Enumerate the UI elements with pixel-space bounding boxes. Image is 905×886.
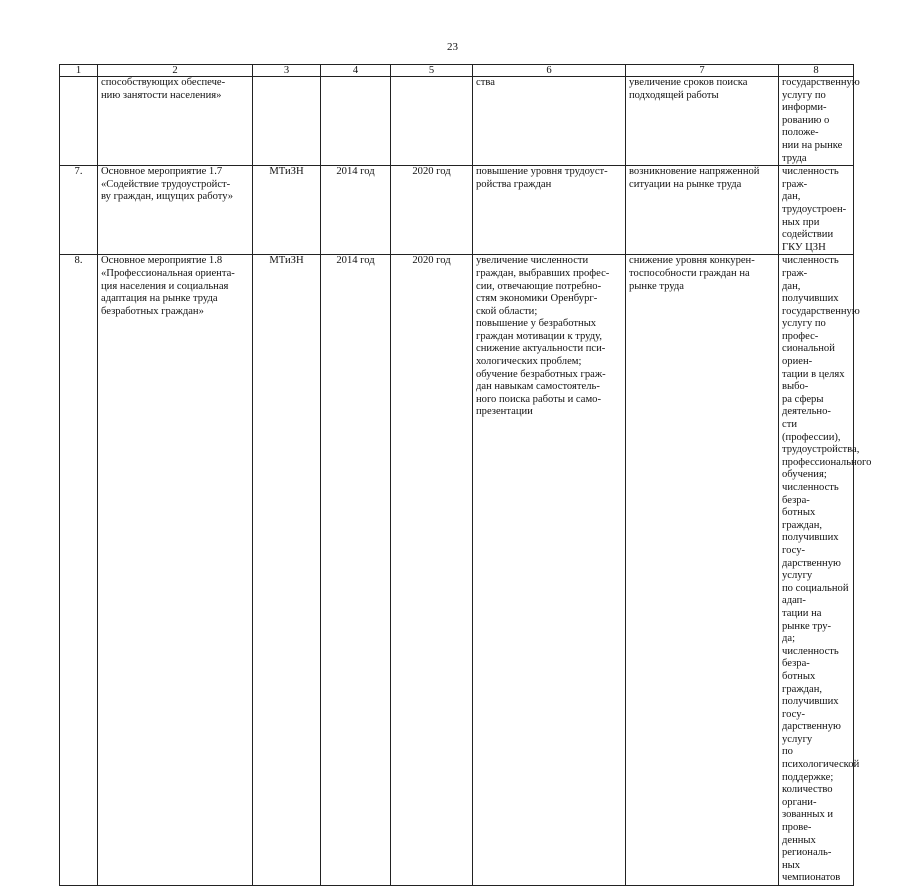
column-number: 5: [391, 65, 473, 77]
expected-result: увеличение численности граждан, выбравших профес- сии, отвечающие потребно- стям экономики Оренбург- ской области; повышение у безработных граждан мотивации к труду, снижение актуальности пси- хологических проблем; обучение безработных граж- дан навыкам самостоятель- ного поиска работы и само- презентации: [473, 255, 626, 886]
row-number: 8.: [60, 255, 98, 886]
column-number: 7: [626, 65, 779, 77]
table-row: [60, 166, 854, 255]
start-year: 2014 год: [321, 166, 391, 255]
page-number: 23: [447, 41, 458, 53]
event-name: способствующих обеспече- нию занятости населения»: [98, 77, 253, 166]
column-number: 4: [321, 65, 391, 77]
executor: МТиЗН: [253, 166, 321, 255]
expected-result: повышение уровня трудоуст- ройства граждан: [473, 166, 626, 255]
indicator: государственную услугу по информи- рованию о положе- нии на рынке труда: [779, 77, 854, 166]
executor: МТиЗН: [253, 255, 321, 886]
start-year: 2014 год: [321, 255, 391, 886]
end-year: 2020 год: [391, 166, 473, 255]
risk-consequence: увеличение сроков поиска подходящей работы: [626, 77, 779, 166]
indicator: численность граж- дан, трудоустроен- ных при содействии ГКУ ЦЗН: [779, 166, 854, 255]
table-row: [60, 255, 854, 886]
risk-consequence: возникновение напряженной ситуации на рынке труда: [626, 166, 779, 255]
column-number: 2: [98, 65, 253, 77]
column-number: 8: [779, 65, 854, 77]
expected-result: ства: [473, 77, 626, 166]
row-number: [60, 77, 98, 166]
executor: [253, 77, 321, 166]
column-number-row: [60, 65, 854, 77]
column-number: 6: [473, 65, 626, 77]
measures-table: [59, 64, 872, 886]
indicator: численность граж- дан, получивших государственную услугу по профес- сиональной ориен- тации в целях выбо- ра сферы деятельно- сти (профессии), трудоустройства, профессионального обучения; численность безра- ботных граждан, получивших госу- дарственную услугу по социальной адап- тации на рынке тру- да; численность безра- ботных граждан, получивших госу- дарственную услугу по психологической поддержке; количество органи- зованных и прове- денных региональ- ных чемпионатов: [779, 255, 854, 886]
column-number: 1: [60, 65, 98, 77]
table-row: [60, 77, 854, 166]
end-year: [391, 77, 473, 166]
end-year: 2020 год: [391, 255, 473, 886]
event-name: Основное мероприятие 1.8 «Профессиональная ориента- ция населения и социальная адаптация на рынке труда безработных граждан»: [98, 255, 253, 886]
start-year: [321, 77, 391, 166]
risk-consequence: снижение уровня конкурен- тоспособности граждан на рынке труда: [626, 255, 779, 886]
column-number: 3: [253, 65, 321, 77]
event-name: Основное мероприятие 1.7 «Содействие трудоустройст- ву граждан, ищущих работу»: [98, 166, 253, 255]
row-number: 7.: [60, 166, 98, 255]
